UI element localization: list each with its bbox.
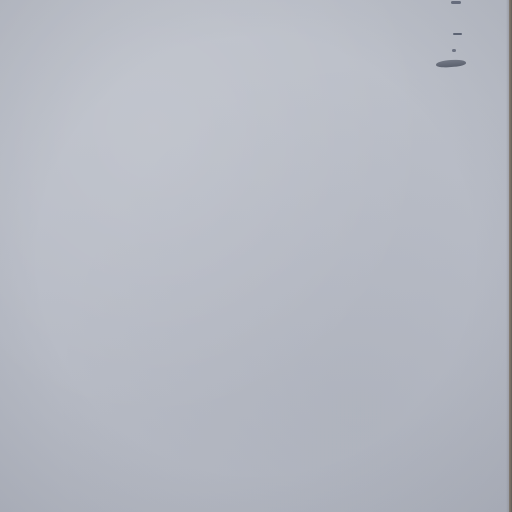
- scratch-mark-icon: [453, 33, 462, 35]
- scratch-mark-icon: [452, 49, 456, 52]
- right-edge-gap: [509, 0, 511, 512]
- scratch-marks: [434, 0, 474, 80]
- scratch-mark-icon: [436, 59, 466, 68]
- scratch-mark-icon: [451, 1, 461, 4]
